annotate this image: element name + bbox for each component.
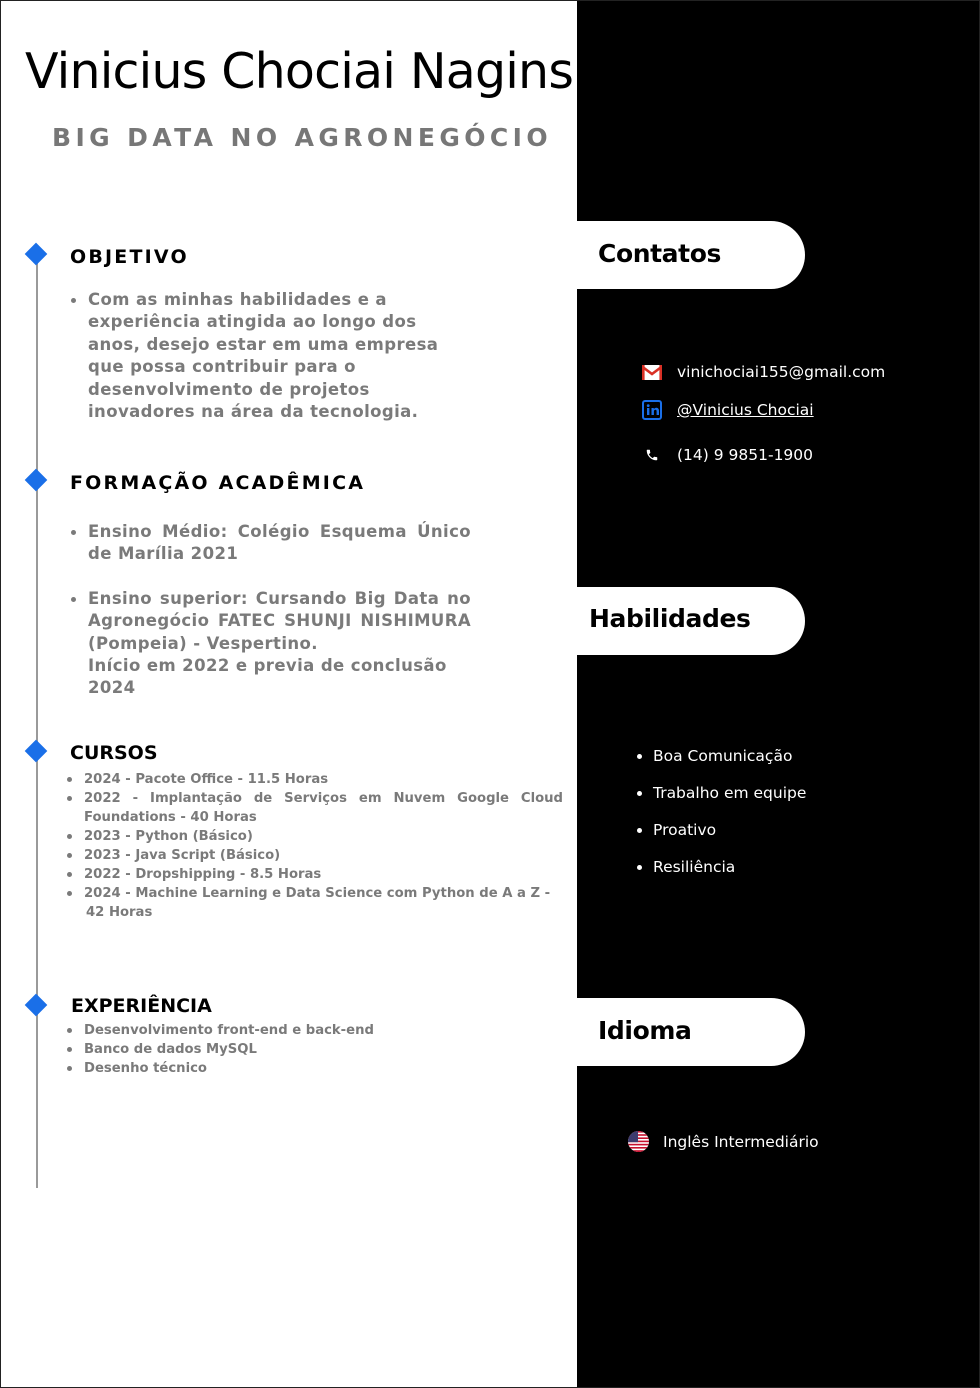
list-item: 2023 - Java Script (Básico) (65, 846, 563, 865)
list-item: 2022 - Implantação de Serviços em Nuvem Google Cloud Foundations - 40 Horas (65, 789, 563, 827)
phone-text: (14) 9 9851-1900 (677, 446, 814, 464)
language-text: Inglês Intermediário (663, 1132, 819, 1151)
skill-item: Proativo (637, 819, 806, 856)
us-flag-icon (628, 1131, 649, 1152)
list-item: Ensino Médio: Colégio Esquema Único de Marília 2021 (70, 521, 471, 566)
section-title-formacao: FORMAÇÃO ACADÊMICA (70, 472, 366, 494)
timeline-diamond-icon (25, 740, 48, 763)
timeline-diamond-icon (25, 243, 48, 266)
contact-phone (641, 445, 813, 465)
language-entry (628, 1131, 819, 1152)
list-item: Banco de dados MySQL (65, 1040, 485, 1059)
list-item (65, 884, 563, 922)
cursos-list (65, 770, 563, 922)
habilidades-title: Habilidades (589, 604, 751, 633)
skill-item: Trabalho em equipe (637, 782, 806, 819)
skills-list (637, 745, 806, 893)
timeline-diamond-icon (25, 994, 48, 1017)
list-item: 2024 - Pacote Office - 11.5 Horas (65, 770, 563, 789)
list-item: Desenho técnico (65, 1059, 485, 1078)
linkedin-link[interactable]: @Vinicius Chociai (677, 401, 814, 419)
linkedin-icon (641, 400, 663, 420)
list-item: Desenvolvimento front-end e back-end (65, 1021, 485, 1040)
section-title-cursos: CURSOS (70, 742, 158, 764)
list-item-continuation: Início em 2022 e previa de conclusão 2024 (88, 656, 447, 698)
list-item: Com as minhas habilidades e a experiência atingida ao longo dos anos, desejo estar em uma empresa que possa contribuir para o desenvolvimento de projetos inovadores na área da tecnologia. (70, 289, 470, 423)
job-subtitle: BIG DATA NO AGRONEGÓCIO (52, 123, 553, 152)
list-item (70, 588, 471, 700)
skill-item: Boa Comunicação (637, 745, 806, 782)
sidebar-panel (577, 1, 980, 1388)
section-title-objetivo: OBJETIVO (70, 246, 189, 268)
timeline-diamond-icon (25, 469, 48, 492)
email-text[interactable]: vinichociai155@gmail.com (677, 363, 886, 381)
objetivo-list (70, 289, 470, 423)
list-item-continuation: 42 Horas (86, 905, 153, 920)
formacao-list (70, 521, 471, 722)
timeline-line (36, 253, 38, 1188)
list-item: 2022 - Dropshipping - 8.5 Horas (65, 865, 563, 884)
skill-item: Resiliência (637, 856, 806, 893)
list-item-text: Ensino superior: Cursando Big Data no Agronegócio FATEC SHUNJI NISHIMURA (Pompeia) - Vespertino. (88, 588, 471, 653)
contact-email (641, 362, 885, 382)
idioma-title: Idioma (598, 1016, 692, 1045)
list-item-text: 2024 - Machine Learning e Data Science com Python de A a Z - (84, 886, 551, 901)
contact-linkedin (641, 400, 814, 420)
experiencia-list (65, 1021, 485, 1078)
section-title-experiencia: EXPERIÊNCIA (71, 995, 212, 1017)
contatos-title: Contatos (598, 239, 721, 268)
full-name: Vinicius Chociai Naginski (25, 43, 614, 100)
phone-icon (641, 445, 663, 465)
gmail-icon (641, 362, 663, 382)
list-item: 2023 - Python (Básico) (65, 827, 563, 846)
